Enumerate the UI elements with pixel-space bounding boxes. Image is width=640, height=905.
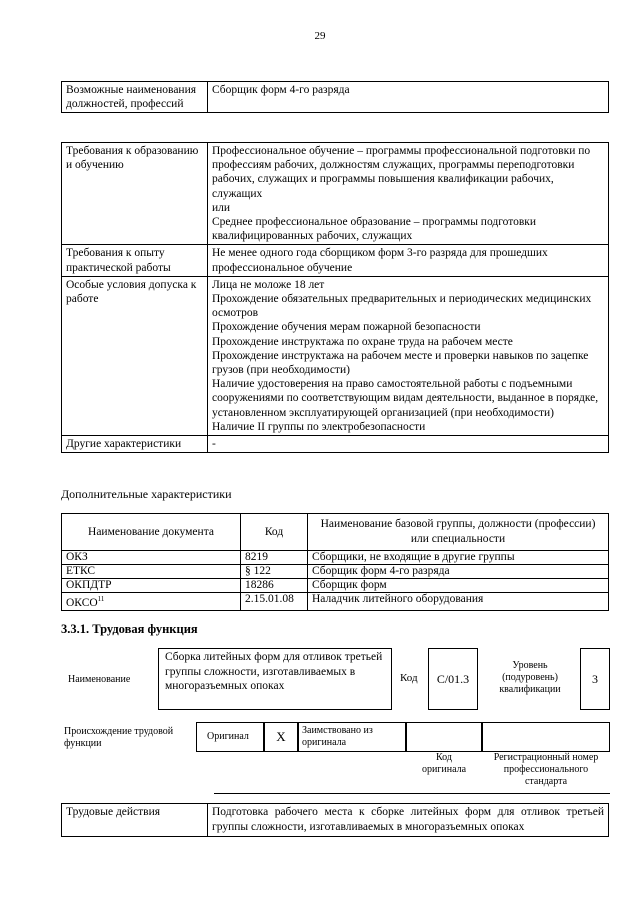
code-original-box	[406, 722, 482, 752]
education-value	[208, 143, 609, 245]
other-label: Другие характеристики	[62, 436, 208, 453]
experience-line: Не менее одного года сборщиком форм 3-го разряда для прошедших профессиональное обучение	[212, 247, 548, 274]
admission-label: Особые условия допуска к работе	[62, 276, 208, 435]
admission-line: Прохождение инструктажа на рабочем месте и проверки навыков по зацепке грузов (при необходимости)	[212, 349, 589, 377]
table-row	[62, 565, 609, 579]
additional-table	[61, 513, 609, 611]
code-original-label: Код оригинала	[421, 752, 467, 775]
table-row	[62, 276, 609, 435]
admission-line: Прохождение обучения мерам пожарной безопасности	[212, 321, 481, 334]
col-header-document: Наименование документа	[62, 514, 241, 551]
level-box: 3	[580, 648, 610, 710]
table-row	[62, 436, 609, 453]
experience-value	[208, 245, 609, 276]
job-titles-table	[61, 81, 609, 113]
table-row	[62, 579, 609, 593]
table-row	[62, 804, 609, 837]
requirements-table	[61, 142, 609, 453]
origin-label: Происхождение трудовой функции	[64, 726, 174, 749]
cell-doc: ЕТКС	[62, 565, 241, 579]
table-header-row	[62, 514, 609, 551]
page-number: 29	[314, 30, 326, 42]
admission-line: Лица не моложе 18 лет	[212, 278, 325, 291]
education-line: Профессиональное обучение – программы профессиональной подготовки по профессиям рабочих, должностям служащих, программы переподготовки рабочих, служащих и программы повышения квалификации рабочих, служащих	[212, 145, 591, 200]
col-header-code: Код	[241, 514, 308, 551]
job-titles-value: Сборщик форм 4-го разряда	[208, 82, 609, 113]
education-line: Среднее профессиональное образование – программы подготовки квалифицированных рабочих, служащих	[212, 216, 537, 243]
education-label: Требования к образованию и обучению	[62, 143, 208, 245]
table-row	[62, 593, 609, 611]
table-row	[62, 245, 609, 276]
admission-value	[208, 276, 609, 435]
job-titles-label: Возможные наименования должностей, профессий	[62, 82, 208, 113]
cell-code: 18286	[241, 579, 308, 593]
reg-number-label: Регистрационный номер профессионального стандарта	[493, 752, 599, 787]
level-label: Уровень (подуровень) квалификации	[499, 660, 561, 695]
reg-number-box	[482, 722, 610, 752]
cell-name: Сборщик форм 4-го разряда	[308, 565, 609, 579]
cell-doc	[62, 593, 241, 611]
code-box: С/01.3	[428, 648, 478, 710]
cell-name: Сборщик форм	[308, 579, 609, 593]
table-row	[62, 551, 609, 565]
table-row	[62, 143, 609, 245]
actions-table	[61, 803, 609, 837]
cell-name: Сборщики, не входящие в другие группы	[308, 551, 609, 565]
original-mark: X	[264, 722, 298, 752]
borrowed-label: Заимствовано из оригинала	[298, 722, 406, 752]
actions-value: Подготовка рабочего места к сборке литейных форм для отливок третьей группы сложности, изготавливаемых в многоразъемных опоках	[208, 804, 609, 837]
cell-doc: ОКЗ	[62, 551, 241, 565]
education-line: или	[212, 201, 231, 214]
function-name-label: Наименование	[68, 674, 131, 685]
table-row	[62, 82, 609, 113]
original-label: Оригинал	[196, 722, 264, 752]
cell-code: 2.15.01.08	[241, 593, 308, 611]
cell-code: § 122	[241, 565, 308, 579]
admission-line: Наличие II группы по электробезопасности	[212, 420, 426, 433]
additional-title: Дополнительные характеристики	[61, 487, 232, 501]
experience-label: Требования к опыту практической работы	[62, 245, 208, 276]
col-header-name: Наименование базовой группы, должности (профессии) или специальности	[308, 514, 609, 551]
footnote-mark: 11	[97, 595, 105, 603]
code-label: Код	[400, 672, 418, 684]
cell-code: 8219	[241, 551, 308, 565]
cell-doc: ОКПДТР	[62, 579, 241, 593]
function-heading: 3.3.1. Трудовая функция	[61, 622, 198, 636]
admission-line: Прохождение инструктажа по охране труда на рабочем месте	[212, 335, 513, 348]
admission-line: Прохождение обязательных предварительных и периодических медицинских осмотров	[212, 293, 592, 320]
cell-name: Наладчик литейного оборудования	[308, 593, 609, 611]
admission-line: Наличие удостоверения на право самостоятельной работы с подъемными сооружениями по соответствующим видам деятельности, выданное в порядке, установленном эксплуатирующей организацией (при необходимости)	[212, 378, 599, 419]
cell-doc-text: ОКСО	[66, 596, 98, 609]
function-name-box: Сборка литейных форм для отливок третьей группы сложности, изготавливаемых в многоразъемных опоках	[158, 648, 392, 710]
actions-label: Трудовые действия	[62, 804, 208, 837]
divider	[214, 793, 610, 794]
other-value: -	[208, 436, 609, 453]
